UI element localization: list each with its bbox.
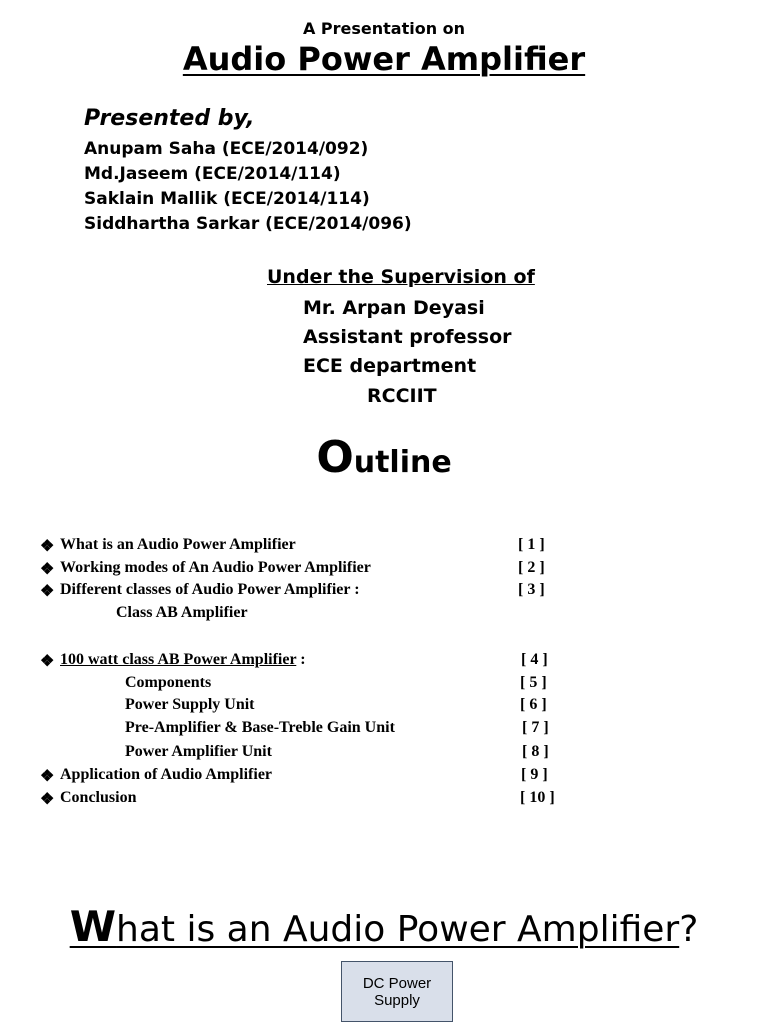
diamond-bullet-icon: ❖ xyxy=(40,768,55,785)
outline-subitem xyxy=(40,604,600,626)
outline-item xyxy=(40,651,600,673)
outline-item-page: [ 2 ] xyxy=(518,559,545,576)
outline-item-text: Power Amplifier Unit xyxy=(125,743,272,760)
outline-item-page: [ 10 ] xyxy=(520,789,555,806)
presenter-name: Anupam Saha (ECE/2014/092) xyxy=(84,139,369,159)
presentation-title xyxy=(0,40,768,78)
outline-item-text: Class AB Amplifier xyxy=(116,604,248,621)
supervisor-department: ECE department xyxy=(303,355,477,377)
section-heading-initial: W xyxy=(69,902,117,951)
outline-item-text: Components xyxy=(125,674,212,691)
title-text: Audio Power Amplifier xyxy=(182,40,586,78)
section-heading xyxy=(0,902,768,951)
diamond-bullet-icon: ❖ xyxy=(40,538,55,555)
outline-subitem xyxy=(40,696,600,718)
outline-item-text: What is an Audio Power Amplifier xyxy=(60,536,296,553)
dc-power-supply-label: DC Power Supply xyxy=(362,974,432,1009)
supervisor-name: Mr. Arpan Deyasi xyxy=(303,297,485,319)
diamond-bullet-icon: ❖ xyxy=(40,583,55,600)
outline-item xyxy=(40,536,600,558)
supervisor-designation: Assistant professor xyxy=(303,326,512,348)
outline-item-text: Application of Audio Amplifier xyxy=(60,766,273,783)
outline-item-page: [ 6 ] xyxy=(520,696,547,713)
outline-item-suffix: : xyxy=(296,651,306,668)
section-heading-suffix: ? xyxy=(679,909,699,950)
diamond-bullet-icon: ❖ xyxy=(40,653,55,670)
outline-heading-rest: utline xyxy=(353,445,452,480)
outline-item-text: Different classes of Audio Power Amplifier : xyxy=(60,581,360,598)
outline-item xyxy=(40,789,600,811)
outline-item xyxy=(40,559,600,581)
outline-item xyxy=(40,581,600,603)
supervision-heading: Under the Supervision of xyxy=(267,266,535,288)
outline-item-underlined: 100 watt class AB Power Amplifier xyxy=(60,651,297,668)
outline-item-text: Working modes of An Audio Power Amplifier xyxy=(60,559,371,576)
outline-item-page: [ 7 ] xyxy=(522,719,549,736)
presenter-name: Saklain Mallik (ECE/2014/114) xyxy=(84,189,370,209)
outline-subitem xyxy=(40,719,600,741)
outline-item-page: [ 9 ] xyxy=(521,766,548,783)
outline-item-page: [ 3 ] xyxy=(518,581,545,598)
outline-subitem xyxy=(40,674,600,696)
presenter-name: Md.Jaseem (ECE/2014/114) xyxy=(84,164,341,184)
presenter-name: Siddhartha Sarkar (ECE/2014/096) xyxy=(84,214,412,234)
section-heading-rest: hat is an Audio Power Amplifier xyxy=(116,909,680,950)
presentation-intro: A Presentation on xyxy=(302,19,466,38)
outline-heading xyxy=(0,432,768,483)
supervisor-institute: RCCIIT xyxy=(367,385,437,407)
presented-by-heading: Presented by, xyxy=(84,106,255,131)
diamond-bullet-icon: ❖ xyxy=(40,561,55,578)
outline-item-page: [ 4 ] xyxy=(521,651,548,668)
outline-item xyxy=(40,766,600,788)
outline-item-page: [ 8 ] xyxy=(522,743,549,760)
outline-item-text: Conclusion xyxy=(60,789,137,806)
dc-power-supply-box xyxy=(341,961,453,1022)
outline-heading-initial: O xyxy=(316,432,354,483)
outline-item-page: [ 5 ] xyxy=(520,674,547,691)
diamond-bullet-icon: ❖ xyxy=(40,791,55,808)
outline-item-text: Pre-Amplifier & Base-Treble Gain Unit xyxy=(125,719,395,736)
section-heading-underlined xyxy=(69,902,680,951)
outline-subitem xyxy=(40,743,600,765)
outline-item-page: [ 1 ] xyxy=(518,536,545,553)
outline-item-text xyxy=(60,651,306,669)
outline-item-text: Power Supply Unit xyxy=(125,696,255,713)
